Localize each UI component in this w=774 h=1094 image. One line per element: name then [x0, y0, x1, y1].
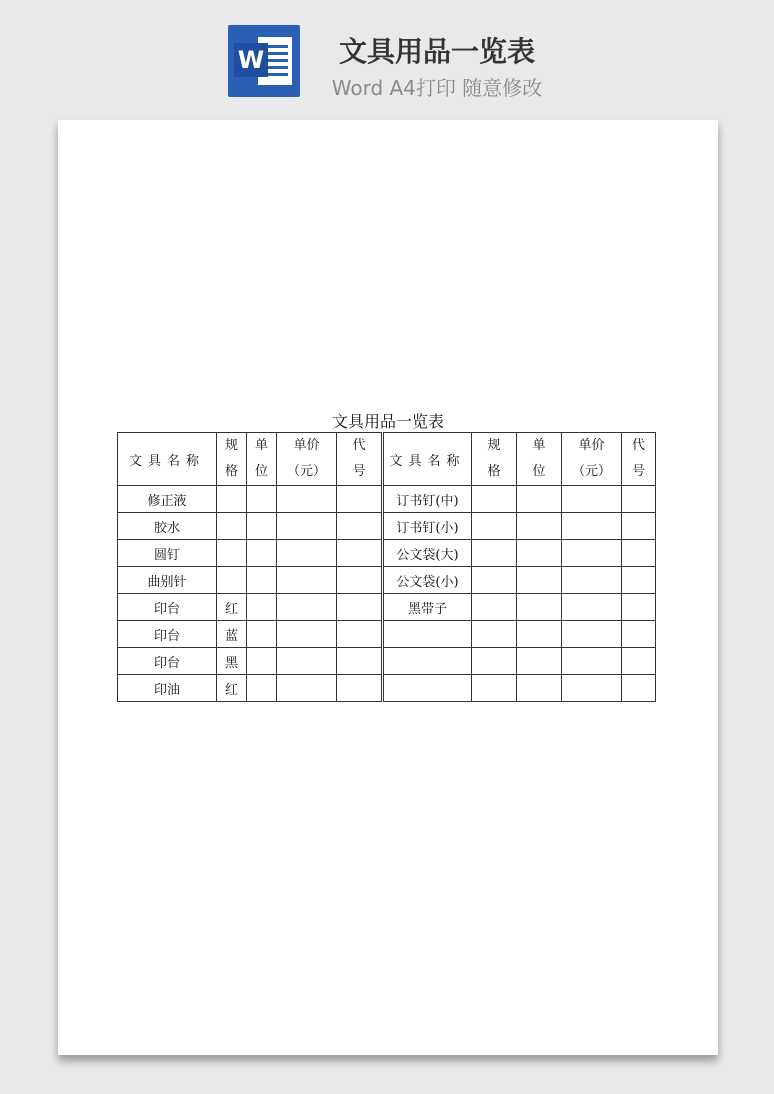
item-name-right	[383, 621, 472, 648]
header-code-right: 代 号	[622, 433, 656, 486]
table-header-row	[118, 433, 656, 486]
table-row	[118, 594, 656, 621]
header-price: 单价 （元）	[277, 433, 337, 486]
item-name: 曲别针	[118, 567, 217, 594]
stationery-table	[117, 432, 656, 702]
banner-subtitle: Word A4打印 随意修改	[331, 76, 543, 100]
header-spec-right: 规 格	[472, 433, 517, 486]
header-name: 文具名称	[118, 433, 217, 486]
word-icon	[228, 25, 300, 97]
item-spec	[217, 513, 247, 540]
item-spec	[217, 567, 247, 594]
item-name-right: 订书钉(小)	[383, 513, 472, 540]
banner-title: 文具用品一览表	[338, 35, 535, 68]
item-name: 胶水	[118, 513, 217, 540]
item-name-right	[383, 675, 472, 702]
header-price-right: 单价 （元）	[562, 433, 622, 486]
word-letter: W	[234, 43, 268, 77]
item-name: 印台	[118, 594, 217, 621]
document-title: 文具用品一览表	[331, 412, 444, 431]
item-name-right: 订书钉(中)	[383, 486, 472, 513]
header-name-right: 文具名称	[383, 433, 472, 486]
table-row	[118, 567, 656, 594]
header-code: 代 号	[337, 433, 383, 486]
item-name-right: 公文袋(大)	[383, 540, 472, 567]
header-unit-right: 单 位	[517, 433, 562, 486]
header-unit: 单 位	[247, 433, 277, 486]
item-name-right: 黑带子	[383, 594, 472, 621]
item-name-right	[383, 648, 472, 675]
item-name: 印台	[118, 621, 217, 648]
item-spec	[217, 486, 247, 513]
item-name: 印油	[118, 675, 217, 702]
table-row	[118, 486, 656, 513]
item-spec: 红	[217, 675, 247, 702]
table-row	[118, 621, 656, 648]
item-name: 修正液	[118, 486, 217, 513]
item-spec: 黑	[217, 648, 247, 675]
header-spec: 规 格	[217, 433, 247, 486]
table-row	[118, 648, 656, 675]
table-row	[118, 540, 656, 567]
document-page	[58, 120, 718, 1055]
item-name: 印台	[118, 648, 217, 675]
item-spec: 红	[217, 594, 247, 621]
table-row	[118, 513, 656, 540]
item-spec: 蓝	[217, 621, 247, 648]
banner	[0, 0, 774, 110]
item-name-right: 公文袋(小)	[383, 567, 472, 594]
item-spec	[217, 540, 247, 567]
item-name: 圆钉	[118, 540, 217, 567]
table-row	[118, 675, 656, 702]
